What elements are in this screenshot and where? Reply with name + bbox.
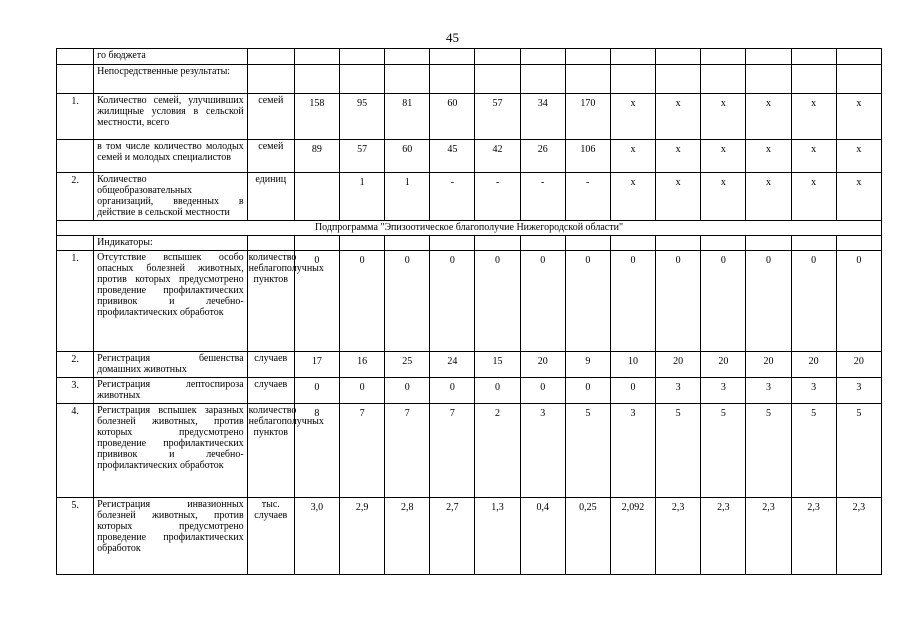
value-cell	[565, 236, 610, 251]
value-cell: 20	[746, 352, 791, 378]
table-row	[57, 236, 882, 251]
value-cell: 0	[565, 251, 610, 352]
row-unit: единиц	[247, 173, 294, 221]
value-cell: 0	[610, 378, 655, 404]
value-cell: 0	[475, 378, 520, 404]
value-cell	[475, 49, 520, 65]
value-cell: x	[791, 173, 836, 221]
value-cell: 5	[836, 404, 881, 498]
value-cell: 2,3	[836, 498, 881, 575]
value-cell	[701, 236, 746, 251]
value-cell: x	[610, 140, 655, 173]
value-cell: 10	[610, 352, 655, 378]
table-row	[57, 404, 882, 498]
value-cell: x	[701, 94, 746, 140]
value-cell: 0	[294, 378, 339, 404]
value-cell	[610, 236, 655, 251]
row-name: Регистрация бешенства домашних животных	[94, 352, 248, 378]
value-cell	[475, 65, 520, 94]
value-cell: 170	[565, 94, 610, 140]
table-body	[57, 49, 882, 575]
row-index: 2.	[57, 173, 94, 221]
value-cell	[836, 49, 881, 65]
indicators-table	[56, 48, 882, 575]
row-unit: семей	[247, 140, 294, 173]
value-cell: 89	[294, 140, 339, 173]
value-cell: 7	[430, 404, 475, 498]
value-cell	[430, 236, 475, 251]
value-cell: 158	[294, 94, 339, 140]
row-index	[57, 49, 94, 65]
value-cell: 0	[385, 251, 430, 352]
value-cell: 5	[791, 404, 836, 498]
value-cell	[701, 49, 746, 65]
value-cell: 20	[520, 352, 565, 378]
value-cell: 0	[520, 378, 565, 404]
value-cell	[565, 49, 610, 65]
row-unit	[247, 65, 294, 94]
page-number: 45	[446, 30, 459, 45]
row-index: 5.	[57, 498, 94, 575]
table-row	[57, 251, 882, 352]
value-cell	[701, 65, 746, 94]
value-cell: x	[656, 94, 701, 140]
value-cell	[294, 65, 339, 94]
value-cell: x	[610, 173, 655, 221]
value-cell: x	[791, 94, 836, 140]
table-row	[57, 49, 882, 65]
value-cell	[791, 49, 836, 65]
value-cell: 3,0	[294, 498, 339, 575]
value-cell	[385, 236, 430, 251]
row-unit: семей	[247, 94, 294, 140]
table-row	[57, 94, 882, 140]
value-cell: 0	[475, 251, 520, 352]
value-cell: 5	[656, 404, 701, 498]
value-cell: 60	[430, 94, 475, 140]
value-cell: 0	[339, 251, 384, 352]
value-cell: 60	[385, 140, 430, 173]
value-cell: x	[836, 173, 881, 221]
value-cell: 2,8	[385, 498, 430, 575]
row-index: 4.	[57, 404, 94, 498]
row-unit: количество неблагополучных пунктов	[247, 251, 294, 352]
value-cell: x	[791, 140, 836, 173]
value-cell	[475, 236, 520, 251]
value-cell: 0,25	[565, 498, 610, 575]
value-cell: 1	[339, 173, 384, 221]
value-cell	[656, 49, 701, 65]
value-cell	[385, 65, 430, 94]
value-cell	[294, 236, 339, 251]
value-cell: 2,7	[430, 498, 475, 575]
value-cell	[791, 236, 836, 251]
value-cell: x	[701, 173, 746, 221]
value-cell: 20	[656, 352, 701, 378]
value-cell: 3	[791, 378, 836, 404]
value-cell: 3	[836, 378, 881, 404]
value-cell	[746, 236, 791, 251]
value-cell: 2,3	[701, 498, 746, 575]
value-cell: x	[656, 173, 701, 221]
value-cell: 42	[475, 140, 520, 173]
value-cell	[430, 49, 475, 65]
value-cell: x	[836, 94, 881, 140]
value-cell: 15	[475, 352, 520, 378]
value-cell	[294, 49, 339, 65]
row-name: Регистрация вспышек заразных болезней животных, против которых предусмотрено проведение профилактических прививок и лечебно-профилактических обработок	[94, 404, 248, 498]
value-cell: 34	[520, 94, 565, 140]
value-cell: 0	[656, 251, 701, 352]
value-cell: x	[701, 140, 746, 173]
value-cell: 25	[385, 352, 430, 378]
section-row	[57, 221, 882, 236]
value-cell: -	[520, 173, 565, 221]
value-cell	[520, 49, 565, 65]
value-cell: 0	[565, 378, 610, 404]
value-cell: 0	[385, 378, 430, 404]
value-cell: 57	[475, 94, 520, 140]
value-cell: 1	[385, 173, 430, 221]
table-row	[57, 352, 882, 378]
value-cell: 0	[791, 251, 836, 352]
value-cell: 0	[746, 251, 791, 352]
value-cell	[746, 65, 791, 94]
row-unit: количество неблагополучных пунктов	[247, 404, 294, 498]
value-cell	[656, 236, 701, 251]
value-cell: 26	[520, 140, 565, 173]
row-name: Индикаторы:	[94, 236, 248, 251]
value-cell	[430, 65, 475, 94]
value-cell: 20	[836, 352, 881, 378]
value-cell	[520, 236, 565, 251]
value-cell: x	[656, 140, 701, 173]
row-name: Регистрация лептоспироза животных	[94, 378, 248, 404]
row-name: Отсутствие вспышек особо опасных болезней животных, против которых предусмотрено проведение профилактических прививок и лечебно-профилактических обработок	[94, 251, 248, 352]
value-cell: 2,3	[746, 498, 791, 575]
value-cell: 5	[701, 404, 746, 498]
value-cell: 16	[339, 352, 384, 378]
row-unit	[247, 236, 294, 251]
table-row	[57, 378, 882, 404]
value-cell: 95	[339, 94, 384, 140]
row-index	[57, 140, 94, 173]
value-cell: 0	[430, 251, 475, 352]
row-index: 1.	[57, 94, 94, 140]
value-cell: 0	[836, 251, 881, 352]
value-cell: 2	[475, 404, 520, 498]
value-cell: 3	[701, 378, 746, 404]
table-row	[57, 65, 882, 94]
value-cell	[836, 236, 881, 251]
value-cell: x	[746, 94, 791, 140]
table-row	[57, 173, 882, 221]
row-index: 3.	[57, 378, 94, 404]
value-cell: 2,3	[791, 498, 836, 575]
value-cell: 0	[610, 251, 655, 352]
value-cell: 0	[701, 251, 746, 352]
value-cell	[520, 65, 565, 94]
value-cell: 17	[294, 352, 339, 378]
value-cell: 57	[339, 140, 384, 173]
value-cell: 0,4	[520, 498, 565, 575]
row-name: Непосредственные результаты:	[94, 65, 248, 94]
row-index: 1.	[57, 251, 94, 352]
value-cell: 3	[610, 404, 655, 498]
value-cell	[656, 65, 701, 94]
value-cell: 7	[339, 404, 384, 498]
row-unit: тыс. случаев	[247, 498, 294, 575]
row-index: 2.	[57, 352, 94, 378]
value-cell: 3	[746, 378, 791, 404]
row-index	[57, 236, 94, 251]
value-cell: 24	[430, 352, 475, 378]
value-cell: 0	[520, 251, 565, 352]
value-cell: x	[746, 173, 791, 221]
row-unit: случаев	[247, 352, 294, 378]
value-cell: 2,3	[656, 498, 701, 575]
value-cell: x	[836, 140, 881, 173]
value-cell	[339, 65, 384, 94]
value-cell: 0	[339, 378, 384, 404]
value-cell: 3	[520, 404, 565, 498]
value-cell: 20	[791, 352, 836, 378]
table-row	[57, 140, 882, 173]
row-index	[57, 65, 94, 94]
value-cell: x	[610, 94, 655, 140]
value-cell	[610, 49, 655, 65]
value-cell	[836, 65, 881, 94]
value-cell	[339, 236, 384, 251]
row-name: в том числе количество молодых семей и молодых специалистов	[94, 140, 248, 173]
value-cell: -	[430, 173, 475, 221]
value-cell: 106	[565, 140, 610, 173]
value-cell: 1,3	[475, 498, 520, 575]
row-name: Количество общеобразовательных организаций, введенных в действие в сельской местности	[94, 173, 248, 221]
table-row	[57, 498, 882, 575]
value-cell: 3	[656, 378, 701, 404]
value-cell	[339, 49, 384, 65]
row-name: го бюджета	[94, 49, 248, 65]
row-name: Количество семей, улучшивших жилищные условия в сельской местности, всего	[94, 94, 248, 140]
value-cell: 0	[430, 378, 475, 404]
value-cell: x	[746, 140, 791, 173]
value-cell	[746, 49, 791, 65]
value-cell	[610, 65, 655, 94]
value-cell	[385, 49, 430, 65]
value-cell: 9	[565, 352, 610, 378]
value-cell: 0	[294, 251, 339, 352]
value-cell: 5	[565, 404, 610, 498]
row-unit: случаев	[247, 378, 294, 404]
row-name: Регистрация инвазионных болезней животных, против которых предусмотрено проведение профилактических обработок	[94, 498, 248, 575]
value-cell: 81	[385, 94, 430, 140]
value-cell: 20	[701, 352, 746, 378]
value-cell: 5	[746, 404, 791, 498]
value-cell: -	[475, 173, 520, 221]
value-cell: 7	[385, 404, 430, 498]
value-cell: -	[565, 173, 610, 221]
value-cell: 2,092	[610, 498, 655, 575]
value-cell: 45	[430, 140, 475, 173]
value-cell	[791, 65, 836, 94]
value-cell	[294, 173, 339, 221]
row-unit	[247, 49, 294, 65]
value-cell: 8	[294, 404, 339, 498]
value-cell	[565, 65, 610, 94]
section-title: Подпрограмма "Эпизоотическое благополучие Нижегородской области"	[57, 221, 882, 236]
value-cell: 2,9	[339, 498, 384, 575]
